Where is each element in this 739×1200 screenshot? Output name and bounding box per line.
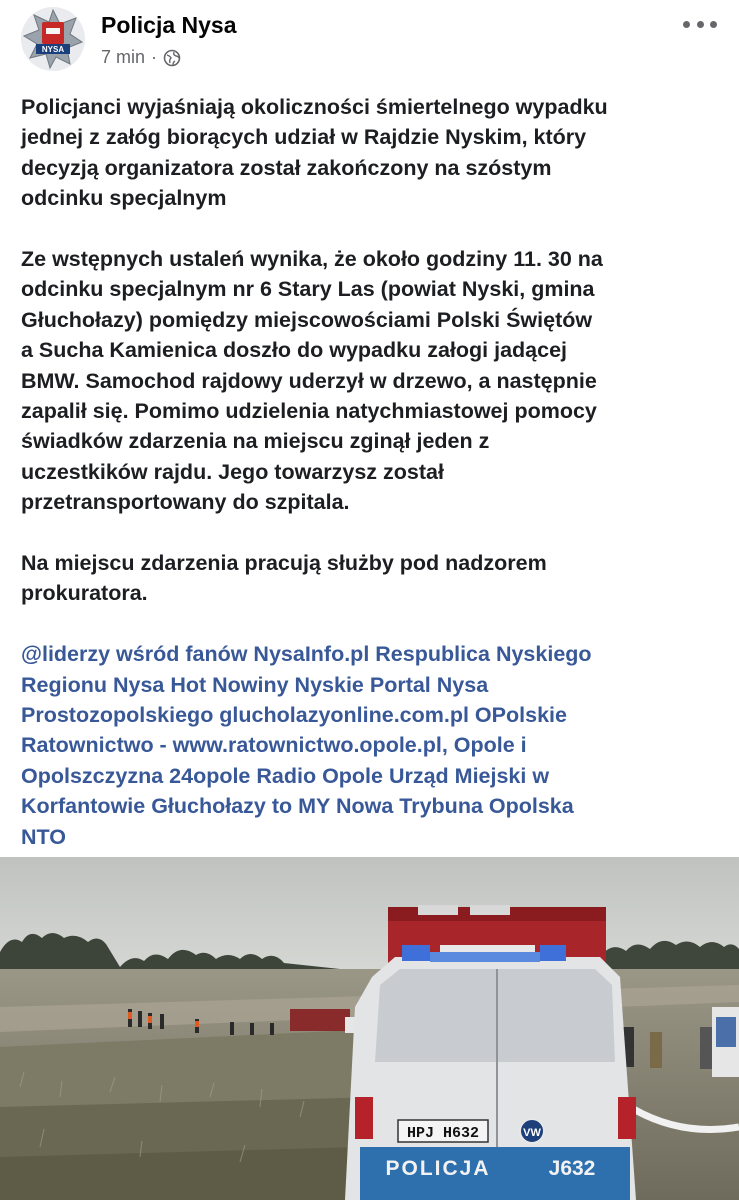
paragraph-1: Policjanci wyjaśniają okoliczności śmiertelnego wypadku jednej z załóg biorących udział w Rajdzie Nyskim, który decyzją organizatora został zakończony na szóstym odcinku specjalnym bbox=[21, 95, 608, 211]
more-options-icon[interactable] bbox=[683, 12, 717, 36]
tagged-pages-links[interactable]: @liderzy wśród fanów NysaInfo.pl Respublica Nyskiego Regionu Nysa Hot Nowiny Nyskie Portal Nysa Prostozopolskiego glucholazyonline.com.pl OPolskie Ratownictwo - www.ratownictwo.opole.pl, Opole i Opolszczyzna 24opole Radio Opole Urząd Miejski w Korfantowie Głuchołazy to MY Nowa Trybuna Opolska NTO bbox=[21, 642, 592, 849]
dot bbox=[697, 21, 704, 28]
avatar-text: NYSA bbox=[41, 45, 65, 54]
van-plate: HPJ H632 bbox=[406, 1125, 480, 1142]
dot bbox=[683, 21, 690, 28]
dot bbox=[710, 21, 717, 28]
post-header bbox=[0, 0, 739, 80]
van-number: J632 bbox=[548, 1157, 596, 1180]
paragraph-2: Ze wstępnych ustaleń wynika, że około godziny 11. 30 na odcinku specjalnym nr 6 Stary Las (powiat Nyski, gmina Głuchołazy) pomiędzy miejscowościami Polski Świętów a Sucha Kamienica doszło do wypadku załogi jadącej BMW. Samochod rajdowy uderzył w drzewo, a następnie zapalił się. Pomimo udzielenia natychmiastowej pomocy świadków zdarzenia na miejscu zginął jeden z uczestkików rajdu. Jego towarzysz został przetransportowany do szpitala. bbox=[21, 247, 603, 515]
post-text bbox=[21, 92, 721, 852]
post-time[interactable]: 7 min bbox=[101, 47, 146, 67]
police-star-badge-icon[interactable] bbox=[20, 6, 86, 72]
meta-separator: · bbox=[151, 47, 158, 67]
post-photo[interactable] bbox=[0, 857, 739, 1200]
svg-text:VW: VW bbox=[523, 1127, 541, 1139]
van-label: POLICJA bbox=[385, 1157, 491, 1180]
accident-scene-image bbox=[0, 857, 739, 1200]
post-meta bbox=[101, 47, 181, 68]
author-name[interactable]: Policja Nysa bbox=[101, 12, 237, 38]
paragraph-3: Na miejscu zdarzenia pracują służby pod nadzorem prokuratora. bbox=[21, 551, 547, 606]
globe-icon[interactable] bbox=[163, 49, 181, 67]
